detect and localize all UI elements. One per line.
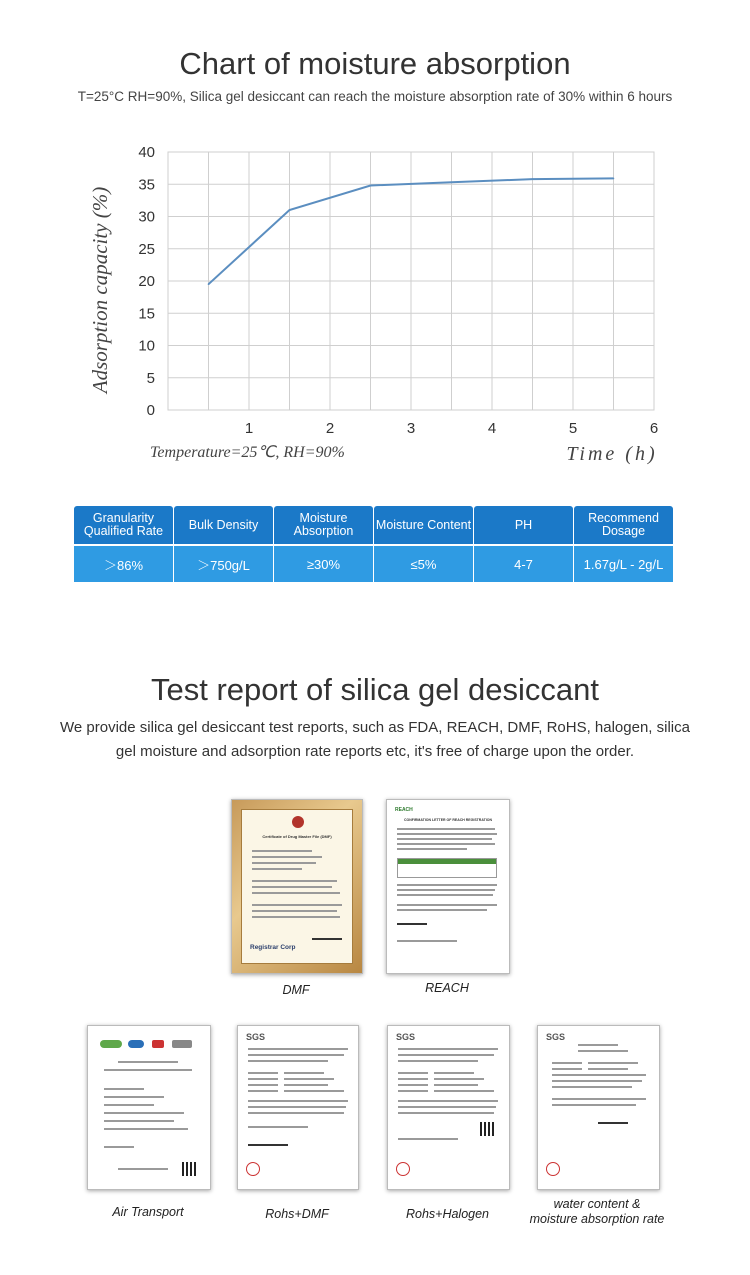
y-tick-label: 35 (138, 176, 155, 194)
spec-value: ＞750g/L (174, 546, 273, 582)
chart-annotation: Temperature=25℃, RH=90% (150, 444, 345, 461)
spec-dosage (574, 506, 673, 582)
spec-value: ＞86% (74, 546, 173, 582)
y-tick-label: 10 (138, 337, 155, 355)
logo-icon (100, 1040, 122, 1048)
stamp-icon (246, 1162, 260, 1176)
spec-header: PH (474, 506, 573, 544)
chart-section-title: Chart of moisture absorption (179, 46, 571, 81)
data-point (208, 283, 210, 285)
spec-table (74, 506, 675, 582)
air-transport-caption: Air Transport (112, 1205, 184, 1219)
y-tick-labels (138, 144, 155, 419)
report-section-title: Test report of silica gel desiccant (151, 672, 599, 707)
air-transport-report-image (87, 1025, 211, 1190)
reach-caption: REACH (425, 981, 469, 995)
rohs-halogen-report-image (387, 1025, 510, 1190)
spec-value: 4-7 (474, 546, 573, 582)
qr-code-icon (182, 1162, 196, 1176)
dmf-heading: Certificate of Drug Master File (DMF) (262, 834, 332, 839)
reach-letter-image (386, 799, 510, 974)
sgs-logo: SGS (396, 1032, 416, 1042)
spec-header: Recommend Dosage (574, 506, 673, 544)
spec-moisture-absorption (274, 506, 373, 582)
x-tick-label: 1 (244, 420, 254, 437)
data-point (451, 182, 453, 184)
data-point (370, 185, 372, 187)
spec-granularity (74, 506, 173, 582)
spec-value: 1.67g/L - 2g/L (574, 546, 673, 582)
spec-bulk-density (174, 506, 273, 582)
y-tick-label: 15 (138, 305, 155, 323)
spec-header: Moisture Absorption (274, 506, 373, 544)
rohs-dmf-caption: Rohs+DMF (265, 1207, 329, 1221)
reach-heading: CONFIRMATION LETTER OF REACH REGISTRATION (404, 818, 492, 822)
spec-header: Bulk Density (174, 506, 273, 544)
y-tick-label: 20 (138, 273, 155, 290)
qr-code-icon (480, 1122, 494, 1136)
x-tick-label: 2 (325, 420, 335, 437)
reach-logo: REACH (395, 807, 413, 813)
moisture-absorption-chart (0, 120, 750, 475)
spec-header: Granularity Qualified Rate (74, 506, 173, 544)
spec-ph (474, 506, 573, 582)
eagle-emblem-icon (292, 816, 304, 828)
spec-value: ≥30% (274, 546, 373, 582)
x-tick-label: 3 (406, 420, 416, 437)
water-content-caption: water content & moisture absorption rate (529, 1197, 665, 1226)
y-axis-label: Adsorption capacity (%) (88, 186, 112, 394)
logo-icon (128, 1040, 144, 1048)
spec-value: ≤5% (374, 546, 473, 582)
logo-icon (172, 1040, 192, 1048)
report-section-description: We provide silica gel desiccant test reports, such as FDA, REACH, DMF, RoHS, halogen, silica gel moisture and adsorption rate reports etc, it's free of charge upon the order. (60, 719, 690, 760)
x-axis-label: Time (h) (566, 443, 658, 465)
y-tick-label: 40 (138, 144, 155, 161)
x-tick-label: 4 (487, 420, 497, 437)
logo-icon (152, 1040, 164, 1048)
y-tick-label: 5 (146, 369, 155, 387)
data-point (289, 209, 291, 211)
x-tick-label: 6 (649, 420, 659, 437)
registrar-logo: Registrar Corp (250, 944, 296, 951)
x-tick-label: 5 (568, 420, 578, 437)
y-tick-label: 25 (138, 240, 155, 258)
data-point (532, 178, 534, 180)
dmf-caption: DMF (282, 983, 310, 997)
rohs-halogen-caption: Rohs+Halogen (405, 1207, 490, 1221)
water-content-report-image (537, 1025, 660, 1190)
chart-grid (168, 152, 654, 410)
y-tick-label: 0 (146, 402, 155, 419)
stamp-icon (396, 1162, 410, 1176)
y-tick-label: 30 (138, 208, 155, 226)
chart-section-subtitle: T=25°C RH=90%, Silica gel desiccant can reach the moisture absorption rate of 30% within 6 hours (77, 89, 673, 104)
rohs-dmf-report-image (237, 1025, 359, 1190)
spec-header: Moisture Content (374, 506, 473, 544)
stamp-icon (546, 1162, 560, 1176)
spec-moisture-content (374, 506, 473, 582)
data-point (613, 178, 615, 180)
sgs-logo: SGS (246, 1032, 266, 1042)
sgs-logo: SGS (546, 1032, 566, 1042)
dmf-certificate-image (231, 799, 363, 974)
x-tick-labels (245, 420, 658, 437)
